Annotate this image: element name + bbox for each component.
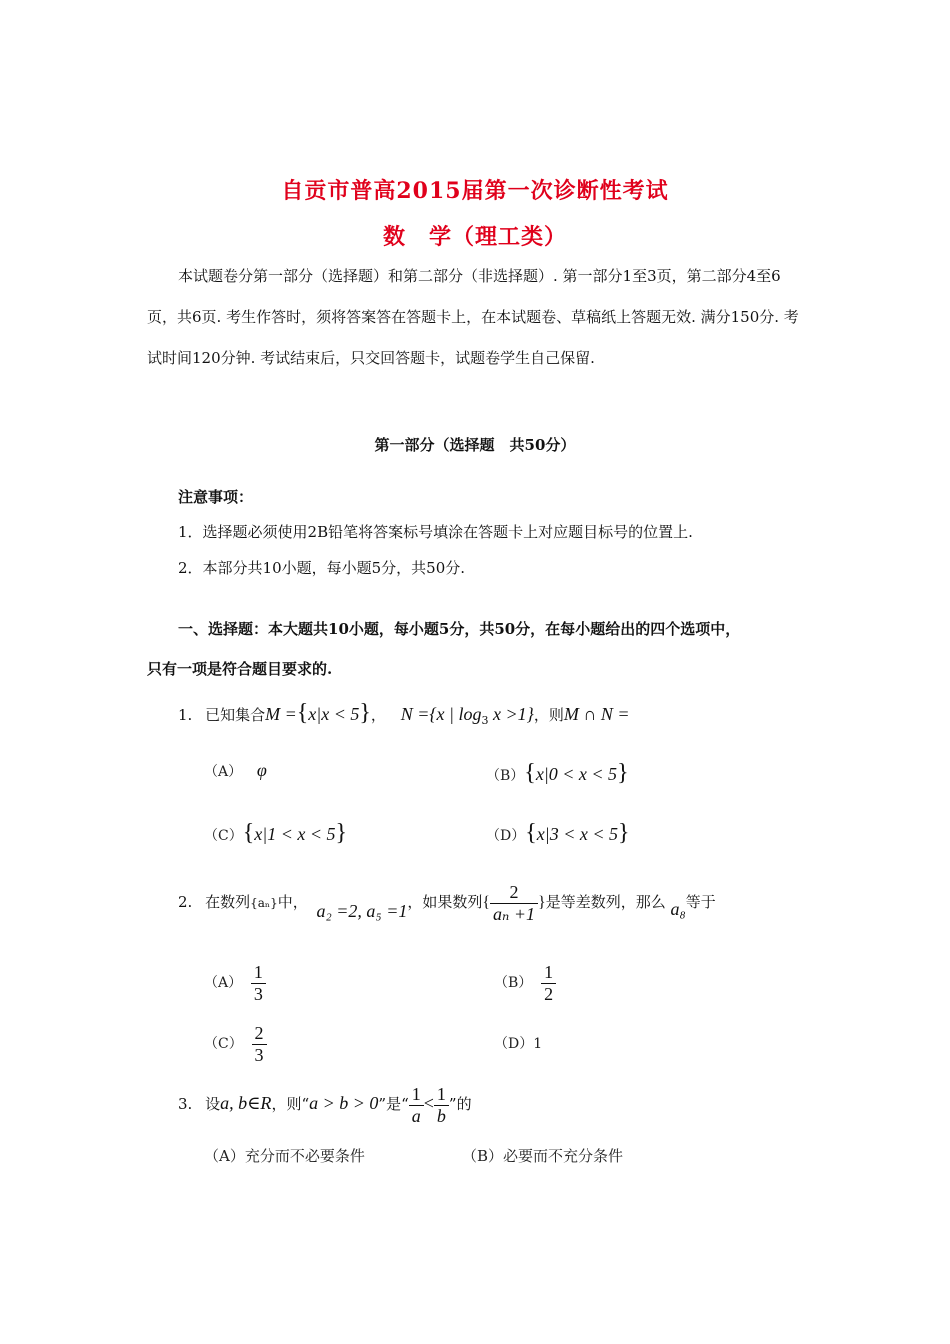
question-3: 3. 设a, b∈R，则“a > b > 0”是“ $\frac{1}{a}$ < $\frac{1}{b}$ ”的 — [178, 1084, 472, 1126]
question-2: 2. 在数列{aₙ}中， a₂ =2, a₅ =1，如果数列{ $\frac{2}{\text{aₙ +1}}$ }是等差数列，那么 a₈等于 — [178, 882, 716, 924]
question-result: M ∩ N = — [563, 704, 630, 724]
condition: a > b > 0 — [309, 1093, 379, 1114]
intro-paragraph: 本试题卷分第一部分（选择题）和第二部分（非选择题）. 第一部分1至3页，第二部分4至6页，共6页. 考生作答时，须将答案答在答题卡上，在本试题卷、草稿纸上答题无效. 满分150分. 考试时间120分钟. 考试结束后，只交回答题卡，试题卷学生自己保留. — [147, 267, 799, 367]
target-term: a₈ — [670, 899, 686, 920]
question-number: 3. — [178, 1095, 193, 1114]
option-a: （A）充分而不必要条件 — [204, 1147, 365, 1165]
set-m-def: x|x < 5 — [308, 704, 360, 724]
question-number: 2. — [178, 893, 193, 912]
section-heading: 一、选择题：本大题共10小题，每小题5分，共50分，在每小题给出的四个选项中， — [178, 620, 741, 638]
option-d: （D）{x|3 < x < 5} — [486, 820, 630, 846]
option-c: （C） $\frac{2}{3}$ — [204, 1023, 267, 1065]
set-m-label: M = — [265, 704, 297, 724]
notes-title: 注意事项： — [178, 488, 254, 506]
set-n-def: N ={x | log — [400, 704, 482, 724]
sequence-conditions: a₂ =2, a₅ =1 — [316, 901, 408, 922]
question-1: 1. 已知集合M ={x|x < 5}， N ={x | $\log_3 x >1$}，则M ∩ N = — [178, 700, 630, 727]
option-b: （B） $\frac{1}{2}$ — [494, 962, 556, 1004]
option-a: （A） $\frac{1}{3}$ — [204, 962, 266, 1004]
exam-subtitle: 数 学（理工类） — [382, 224, 567, 250]
sequence-symbol: {aₙ} — [250, 896, 278, 911]
fraction-2-over-an-plus-1: $\frac{2}{\text{aₙ +1}}$ — [490, 882, 538, 924]
option-b: （B）{x|0 < x < 5} — [486, 760, 629, 786]
option-d: （D）1 — [494, 1036, 543, 1052]
note-item: 1．选择题必须使用2B铅笔将答案标号填涂在答题卡上对应题目标号的位置上. — [178, 523, 693, 541]
option-b: （B）必要而不充分条件 — [462, 1147, 624, 1165]
section-heading-cont: 只有一项是符合题目要求的. — [147, 660, 333, 678]
question-number: 1. — [178, 706, 193, 724]
part1-heading: 第一部分（选择题 共50分） — [374, 436, 576, 454]
note-item: 2．本部分共10小题，每小题5分，共50分. — [178, 559, 466, 577]
option-a: （A） φ — [204, 760, 267, 780]
exam-title: 自贡市普高2015届第一次诊断性考试 — [281, 178, 669, 204]
option-c: （C）{x|1 < x < 5} — [204, 820, 348, 846]
question-stem: 已知集合 — [205, 706, 266, 724]
variables: a, b∈R — [220, 1093, 272, 1114]
